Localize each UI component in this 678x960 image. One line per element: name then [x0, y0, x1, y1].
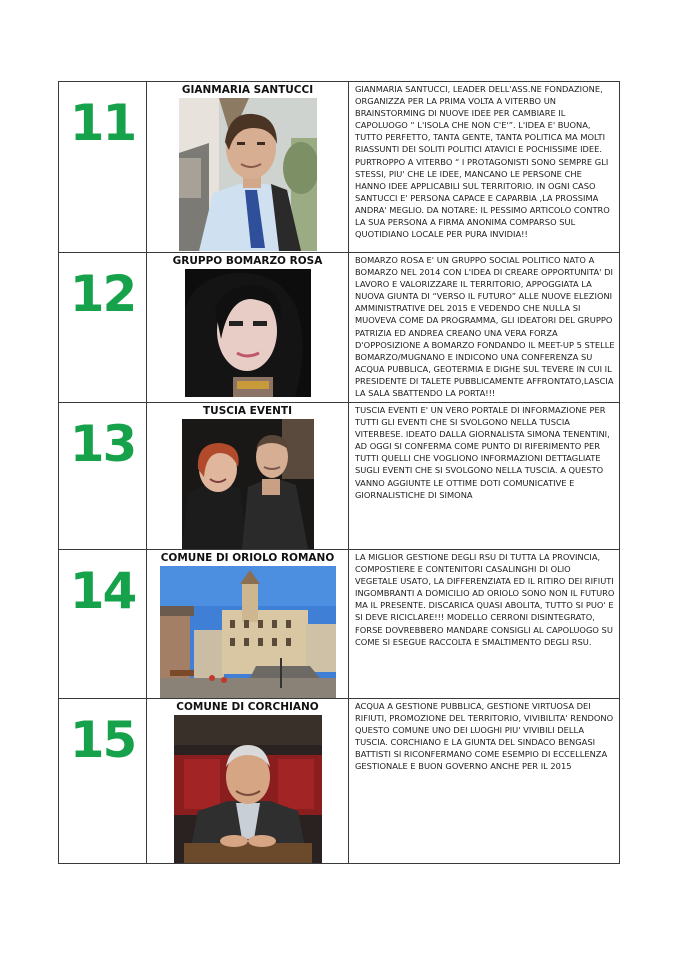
description-text: TUSCIA EVENTI E' UN VERO PORTALE DI INFORMAZIONE PER TUTTI GLI EVENTI CHE SI SVOLGONO NELLA TUSCIA VITERBESE. IDEATO DALLA GIORNALISTA SIMONA TENENTINI, AD OGGI SI CONFERMA COME PUNTO DI RIFERIMENTO PER TUTTI QUELLI CHE VOGLIONO INFORMAZIONI DETTAGLIATE SUGLI EVENTI CHE SI SVOLGONO NELLA TUSCIA. A QUESTO VANNO AGGIUNTE LE OTTIME DOTI COMUNICATIVE E GIORNALISTICHE DI SIMONA: [355, 405, 610, 500]
portrait-photo: [179, 98, 317, 251]
ranking-sheet: [58, 81, 618, 864]
group-photo: [182, 419, 314, 549]
subject-cell: [147, 403, 349, 550]
subject-name: GRUPPO BOMARZO ROSA: [172, 255, 323, 267]
rank-cell: [59, 403, 147, 550]
description-text: BOMARZO ROSA E' UN GRUPPO SOCIAL POLITICO NATO A BOMARZO NEL 2014 CON L'IDEA DI CREARE OPPORTUNITA' DI LAVORO E VALORIZZARE IL TERRITORIO, APPOGGIATA LA NUOVA GIUNTA DI “VERSO IL FUTURO” ALLE NUOVE ELEZIONI AMMINISTRATIVE DEL 2015 E VEDENDO CHE NULLA SI MUOVEVA COME DA PROGRAMMA, GLI IDEATORI DEL GRUPPO PATRIZIA ED ANDREA CREANO UNA VERA FORZA D'OPPOSIZIONE A BOMARZO FONDANDO IL MEET-UP 5 STELLE BOMARZO/MUGNANO E INDICONO UNA CONFERENZA SU ACQUA PUBBLICA, GEOTERMIA E DIGHE SUL TEVERE IN CUI IL PRESIDENTE DI TALETE PUBBLICAMENTE AFFRONTATO,LASCIA LA SALA SBATTENDO LA PORTA!!!: [355, 255, 615, 399]
town-square-photo: [160, 566, 336, 698]
subject-cell: [147, 253, 349, 403]
rank-cell: [59, 82, 147, 253]
table-row: [59, 550, 620, 699]
rank-number: 15: [69, 711, 136, 769]
description-text: GIANMARIA SANTUCCI, LEADER DELL'ASS.NE FONDAZIONE, ORGANIZZA PER LA PRIMA VOLTA A VITERBO UN BRAINSTORMING DI NUOVE IDEE PER CAMBIARE IL CAPOLUOGO “ L'ISOLA CHE NON C'E'”. L'IDEA E' BUONA, TUTTO PERFETTO, TANTA GENTE, TANTA POLITICA MA MOLTI RIASSUNTI DEI SOLITI POLITICI ATAVICI E POCHISSIME IDEE. PURTROPPO A VITERBO “ I PROTAGONISTI SONO SEMPRE GLI STESSI, PIU' CHE LE IDEE, MANCANO LE PERSONE CHE HANNO IDEE APPLICABILI SUL TERRITORIO. IN OGNI CASO SANTUCCI E' PERSONA CAPACE E CAPARBIA ,LA PROSSIMA ANDRA' MEGLIO. DA NOTARE: IL PESSIMO ARTICOLO CONTRO LA SUA PERSONA A FIRMA ANONIMA COMPARSO SUL QUOTIDIANO LOCALE PER PURA INVIDIA!!: [355, 84, 610, 240]
rank-number: 13: [69, 415, 136, 473]
description-text: ACQUA A GESTIONE PUBBLICA, GESTIONE VIRTUOSA DEI RIFIUTI, PROMOZIONE DEL TERRITORIO, VIVIBILITA' RENDONO QUESTO COMUNE UNO DEI LUOGHI PIU' VIVIBILI DELLA TUSCIA. CORCHIANO E LA GIUNTA DEL SINDACO BENGASI BATTISTI SI RICONFERMANO COME ESEMPIO DI ECCELLENZA GESTIONALE E BUON GOVERNO ANCHE PER IL 2015: [355, 701, 614, 772]
description-text: LA MIGLIOR GESTIONE DEGLI RSU DI TUTTA LA PROVINCIA, COMPOSTIERE E CONTENITORI CASALINGHI DI OLIO VEGETALE USATO, LA DIFFERENZIATA ED IL RITIRO DEI RIFIUTI INGOMBRANTI A DOMICILIO AD ORIOLO SONO NON IL FUTURO MA IL PRESENTE. DISCARICA QUASI ABOLITA, TUTTO SI PUO' E SI DEVE RICICLARE!!! MODELLO CERRONI DISINTEGRATO, FORSE DOVREBBERO MANDARE CONSIGLI AL CAPOLUOGO SU COME SI ESEGUE RACCOLTA E SMALTIMENTO DEGLI RSU.: [355, 552, 615, 647]
subject-cell: [147, 550, 349, 699]
rank-cell: [59, 253, 147, 403]
rank-cell: [59, 550, 147, 699]
subject-name: COMUNE DI ORIOLO ROMANO: [160, 552, 335, 564]
subject-name: COMUNE DI CORCHIANO: [176, 701, 319, 713]
table-row: [59, 699, 620, 864]
subject-name: TUSCIA EVENTI: [203, 405, 292, 417]
rank-number: 11: [69, 94, 136, 152]
description-cell: [349, 699, 620, 864]
subject-name: GIANMARIA SANTUCCI: [181, 84, 314, 96]
description-cell: [349, 403, 620, 550]
rank-number: 12: [69, 265, 136, 323]
table-row: [59, 82, 620, 253]
rank-cell: [59, 699, 147, 864]
ranking-table: [58, 81, 620, 864]
description-cell: [349, 82, 620, 253]
table-row: [59, 253, 620, 403]
description-cell: [349, 253, 620, 403]
description-cell: [349, 550, 620, 699]
portrait-photo: [174, 715, 322, 863]
subject-cell: [147, 699, 349, 864]
subject-cell: [147, 82, 349, 253]
table-row: [59, 403, 620, 550]
portrait-photo: [185, 269, 311, 397]
rank-number: 14: [69, 562, 136, 620]
